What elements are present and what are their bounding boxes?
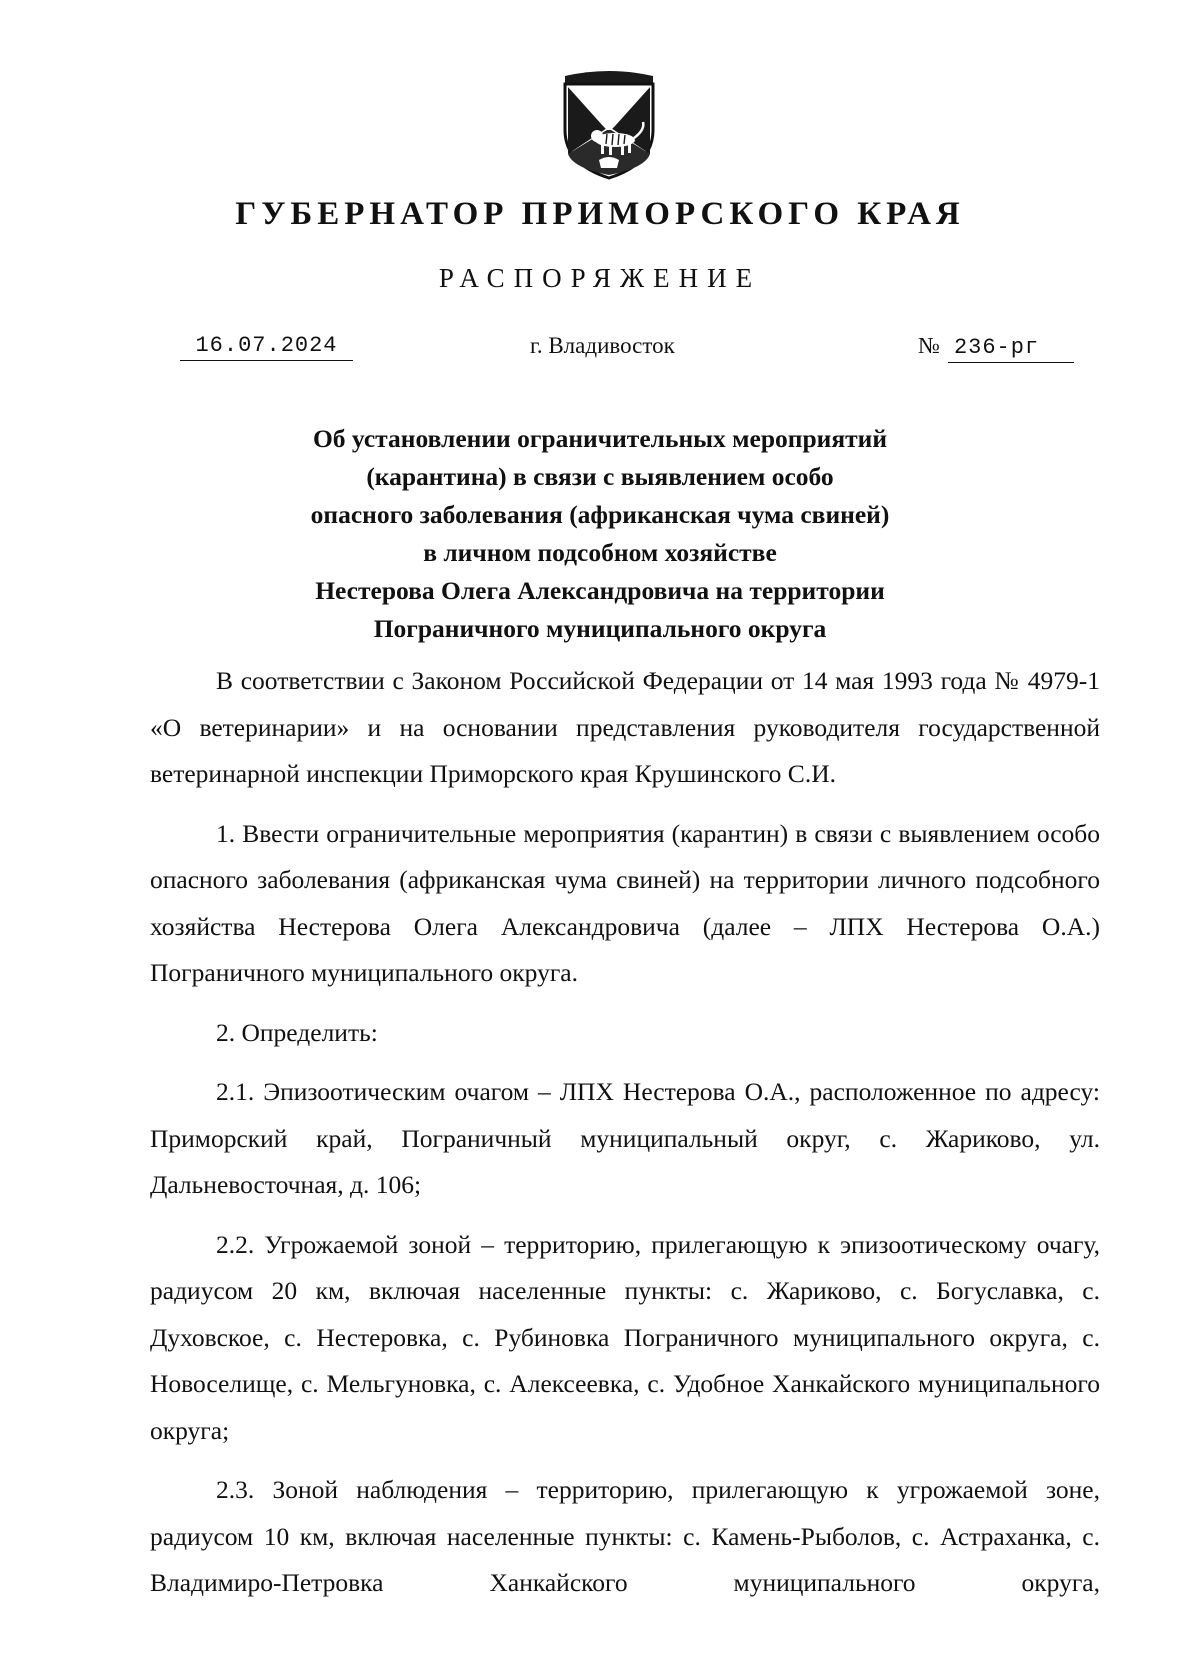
document-number-block: [918, 333, 1074, 363]
body-paragraph-1: 1. Ввести ограничительные мероприятия (карантин) в связи с выявлением особо опасного заболевания (африканская чума свиней) на территории личного подсобного хозяйства Нестерова Олега Александровича (далее – ЛПХ Нестерова О.А.) Пограничного муниципального округа.: [150, 818, 1100, 987]
body-paragraph-2: 2. Определить:: [216, 1017, 378, 1047]
body-paragraph-2-3: 2.3. Зоной наблюдения – территорию, прилегающую к угрожаемой зоне, радиусом 10 км, включая населенные пункты: с. Камень-Рыболов, с. Астраханка, с. Владимиро-Петровка Ханкайского муниципального округа,: [150, 1475, 1100, 1597]
body-paragraph-preamble: В соответствии с Законом Российской Федерации от 14 мая 1993 года № 4979-1 «О ветеринарии» и на основании представления руководителя государственной ветеринарной инспекции Приморского края Крушинского С.И.: [150, 666, 1100, 788]
issuer-title: ГУБЕРНАТОР ПРИМОРСКОГО КРАЯ: [235, 196, 965, 232]
number-sign: №: [918, 333, 940, 358]
coat-of-arms-icon: [559, 68, 659, 181]
document-number: 236-рг: [948, 335, 1074, 363]
document-body: [150, 658, 1100, 1607]
document-date: 16.07.2024: [180, 333, 353, 361]
document-type: РАСПОРЯЖЕНИЕ: [438, 263, 762, 293]
body-paragraph-2-1: 2.1. Эпизоотическим очагом – ЛПХ Нестерова О.А., расположенное по адресу: Приморский край, Пограничный муниципальный округ, с. Жариково, ул. Дальневосточная, д. 106;: [150, 1077, 1100, 1199]
document-meta: [0, 333, 1200, 373]
document-city: г. Владивосток: [530, 333, 675, 358]
document-title: [200, 420, 1000, 648]
title-line: опасного заболевания (африканская чума свиней): [310, 500, 890, 529]
body-paragraph-2-2: 2.2. Угрожаемой зоной – территорию, прилегающую к эпизоотическому очагу, радиусом 20 км, включая населенные пункты: с. Жариково, с. Богуславка, с. Духовское, с. Нестеровка, с. Рубиновка Пограничного муниципального округа, с. Новоселище, с. Мельгуновка, с. Алексеевка, с. Удобное Ханкайского муниципального округа;: [150, 1229, 1100, 1445]
title-line: Об установлении ограничительных мероприятий: [312, 424, 888, 453]
title-line: в личном подсобном хозяйстве: [423, 538, 777, 567]
title-line: (карантина) в связи с выявлением особо: [366, 462, 834, 491]
title-line: Пограничного муниципального округа: [373, 614, 827, 643]
title-line: Нестерова Олега Александровича на территории: [315, 576, 885, 605]
